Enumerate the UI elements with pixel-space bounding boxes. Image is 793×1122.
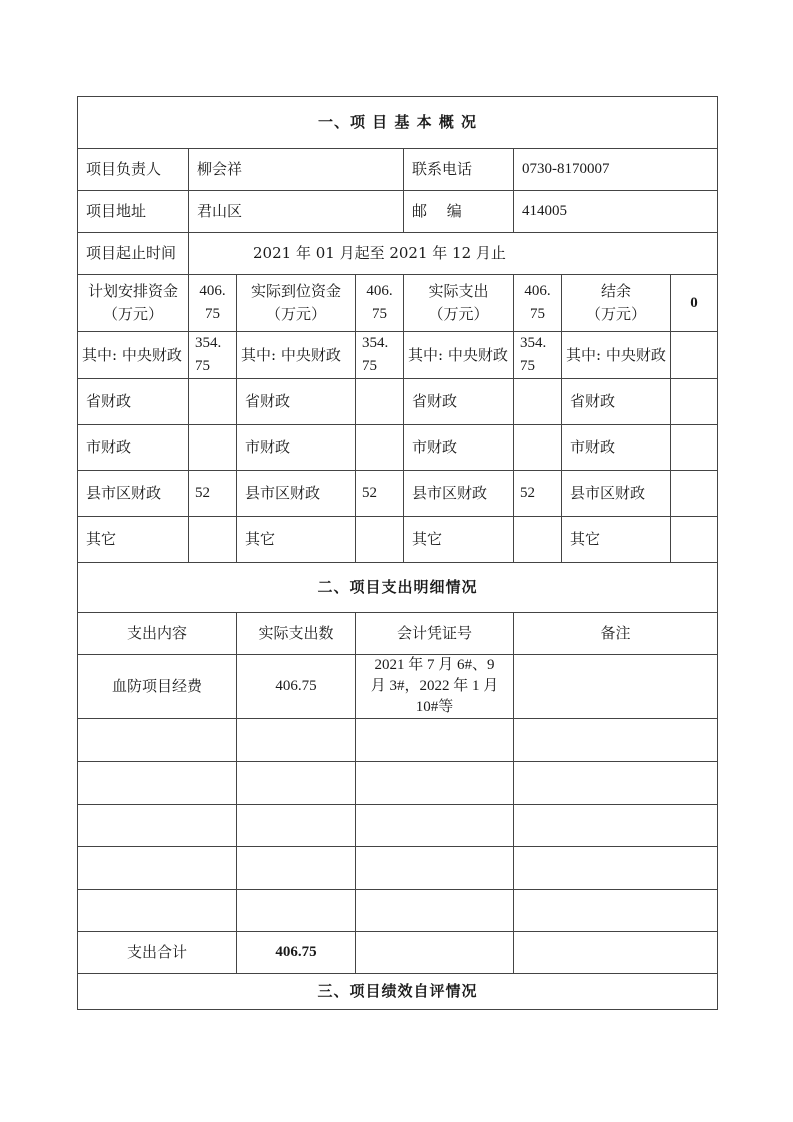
city-label: 市财政: [562, 425, 671, 471]
expense-voucher: [356, 762, 514, 805]
other-label: 其它: [404, 517, 514, 563]
county-label: 县市区财政: [78, 471, 189, 517]
expense-note: [514, 847, 718, 890]
province-label: 省财政: [562, 379, 671, 425]
expense-content: [78, 805, 237, 847]
expense-amount: [237, 719, 356, 762]
funds-received-label: 实际到位资金 （万元）: [237, 275, 356, 332]
county-label: 县市区财政: [404, 471, 514, 517]
city-value: [189, 425, 237, 471]
province-value: [356, 379, 404, 425]
central-label: 其中: 中央财政: [78, 332, 189, 379]
other-value: [356, 517, 404, 563]
address-row: [78, 191, 718, 233]
county-value: 52: [514, 471, 562, 517]
province-value: [189, 379, 237, 425]
expense-content: [78, 890, 237, 932]
expense-content: 血防项目经费: [78, 655, 237, 719]
funds-city-row: [78, 425, 718, 471]
section2-header-row: [78, 563, 718, 613]
total-note: [514, 932, 718, 974]
funds-header-row: [78, 275, 718, 332]
total-label: 支出合计: [78, 932, 237, 974]
expense-note: [514, 655, 718, 719]
funds-received-value: 406. 75: [356, 275, 404, 332]
funds-spent-value: 406. 75: [514, 275, 562, 332]
postcode-value: 414005: [514, 191, 718, 233]
expense-note: [514, 890, 718, 932]
address-label: 项目地址: [78, 191, 189, 233]
county-value: 52: [189, 471, 237, 517]
col-header-content: 支出内容: [78, 613, 237, 655]
section3-title: 三、项目绩效自评情况: [78, 974, 718, 1010]
period-label: 项目起止时间: [78, 233, 189, 275]
other-value: [189, 517, 237, 563]
funds-balance-value: 0: [671, 275, 718, 332]
province-label: 省财政: [404, 379, 514, 425]
phone-label: 联系电话: [404, 149, 514, 191]
other-value: [671, 517, 718, 563]
total-voucher: [356, 932, 514, 974]
other-value: [514, 517, 562, 563]
city-label: 市财政: [237, 425, 356, 471]
expense-amount: [237, 805, 356, 847]
expense-note: [514, 805, 718, 847]
section1-title: 一、项 目 基 本 概 况: [78, 97, 718, 149]
expense-header-row: [78, 613, 718, 655]
expense-amount: [237, 762, 356, 805]
expense-row: [78, 805, 718, 847]
city-value: [514, 425, 562, 471]
city-value: [356, 425, 404, 471]
funds-province-row: [78, 379, 718, 425]
expense-row: [78, 719, 718, 762]
province-value: [671, 379, 718, 425]
central-value: [671, 332, 718, 379]
province-label: 省财政: [237, 379, 356, 425]
expense-note: [514, 719, 718, 762]
phone-value: 0730-8170007: [514, 149, 718, 191]
expense-row: [78, 890, 718, 932]
central-label: 其中: 中央财政: [237, 332, 356, 379]
province-value: [514, 379, 562, 425]
city-label: 市财政: [404, 425, 514, 471]
city-value: [671, 425, 718, 471]
county-value: 52: [356, 471, 404, 517]
section1-header-row: [78, 97, 718, 149]
project-leader-value: 柳会祥: [189, 149, 404, 191]
postcode-label: 邮 编: [404, 191, 514, 233]
central-label: 其中: 中央财政: [404, 332, 514, 379]
expense-row: [78, 847, 718, 890]
address-value: 君山区: [189, 191, 404, 233]
central-value: 354. 75: [514, 332, 562, 379]
funds-central-row: [78, 332, 718, 379]
total-amount: 406.75: [237, 932, 356, 974]
other-label: 其它: [562, 517, 671, 563]
county-label: 县市区财政: [237, 471, 356, 517]
city-label: 市财政: [78, 425, 189, 471]
section2-title: 二、项目支出明细情况: [78, 563, 718, 613]
period-value: 2021 年 01 月起至 2021 年 12 月止: [189, 233, 718, 275]
project-table: [77, 96, 718, 1010]
county-value: [671, 471, 718, 517]
expense-content: [78, 719, 237, 762]
period-row: [78, 233, 718, 275]
project-leader-label: 项目负责人: [78, 149, 189, 191]
expense-total-row: [78, 932, 718, 974]
expense-row: [78, 762, 718, 805]
section3-header-row: [78, 974, 718, 1010]
col-header-amount: 实际支出数: [237, 613, 356, 655]
central-value: 354. 75: [356, 332, 404, 379]
expense-amount: [237, 847, 356, 890]
funds-planned-label: 计划安排资金 （万元）: [78, 275, 189, 332]
leader-row: [78, 149, 718, 191]
expense-voucher: [356, 719, 514, 762]
county-label: 县市区财政: [562, 471, 671, 517]
expense-amount: [237, 890, 356, 932]
expense-content: [78, 847, 237, 890]
funds-planned-value: 406. 75: [189, 275, 237, 332]
other-label: 其它: [78, 517, 189, 563]
province-label: 省财政: [78, 379, 189, 425]
funds-other-row: [78, 517, 718, 563]
col-header-note: 备注: [514, 613, 718, 655]
central-value: 354. 75: [189, 332, 237, 379]
expense-content: [78, 762, 237, 805]
funds-spent-label: 实际支出 （万元）: [404, 275, 514, 332]
expense-note: [514, 762, 718, 805]
expense-amount: 406.75: [237, 655, 356, 719]
col-header-voucher: 会计凭证号: [356, 613, 514, 655]
expense-voucher: [356, 847, 514, 890]
central-label: 其中: 中央财政: [562, 332, 671, 379]
expense-row: [78, 655, 718, 719]
expense-voucher: [356, 890, 514, 932]
expense-voucher: 2021 年 7 月 6#、9 月 3#，2022 年 1 月 10#等: [356, 655, 514, 719]
funds-county-row: [78, 471, 718, 517]
expense-voucher: [356, 805, 514, 847]
funds-balance-label: 结余 （万元）: [562, 275, 671, 332]
other-label: 其它: [237, 517, 356, 563]
